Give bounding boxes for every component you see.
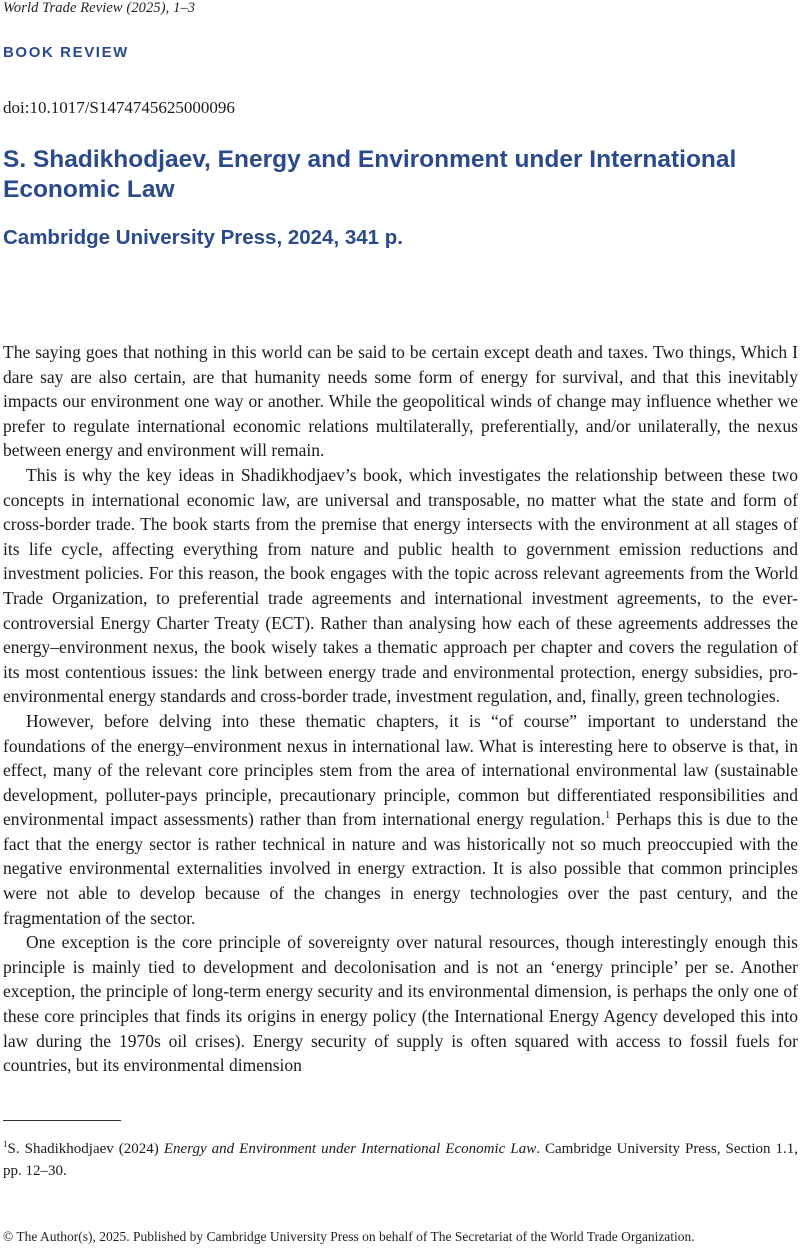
- footnote-book-title: Energy and Environment under International Economic Law: [163, 1141, 537, 1157]
- paragraph-3-part-2: Perhaps this is due to the fact that the energy sector is rather technical in nature and was historically not so much preoccupied with the negative environmental externalities involved in energy extraction. It is also possible that common principles were not able to develop because of the changes in energy technologies over the past century, and the fragmentation of the sector.: [3, 809, 798, 928]
- footnote-text-start: S. Shadikhodjaev (2024): [7, 1141, 164, 1157]
- doi-link[interactable]: doi:10.1017/S1474745625000096: [3, 98, 235, 117]
- paragraph-3-part-1: However, before delving into these thematic chapters, it is “of course” important to understand the foundations of the energy–environment nexus in international law. What is interesting here to observe is that, in effect, many of the relevant core principles stem from the area of international environmental law (sustainable development, polluter-pays principle, precautionary principle, common but differentiated responsibilities and environmental impact assessments) rather than from international energy regulation.: [3, 710, 798, 830]
- footnote-number: 1: [3, 1139, 8, 1149]
- footnote-text-end: . Cambridge University Press, Section 1.1, pp. 12–30.: [3, 1141, 799, 1179]
- paragraph-4: One exception is the core principle of sovereignty over natural resources, though interestingly enough this principle is mainly tied to development and decolonisation and is not an ‘energy principle’ per se. Another exception, the principle of long-term energy security and its environmental dimension, is perhaps the only one of these core principles that finds its origins in energy policy (the International Energy Agency developed this into law during the 1970s oil crises). Energy security of supply is often squared with access to fossil fuels for countries, but its environmental dimension: [3, 932, 798, 1076]
- footnote-divider: [3, 1120, 121, 1121]
- copyright-notice: © The Author(s), 2025. Published by Cambridge University Press on behalf of The Secretariat of the World Trade Organization.: [3, 1229, 695, 1244]
- paragraph-1: The saying goes that nothing in this world can be said to be certain except death and taxes. Two things, Which I dare say are also certain, are that humanity needs some form of energy for survival, and that this inevitably impacts our environment one way or another. While the geopolitical winds of change may influence whether we prefer to regulate international economic relations multilaterally, preferentially, and/or unilaterally, the nexus between energy and environment will remain.: [3, 342, 798, 461]
- footnote: [3, 1138, 798, 1182]
- paragraph-2: This is why the key ideas in Shadikhodjaev’s book, which investigates the relationship between these two concepts in international economic law, are universal and transposable, no matter what the state and form of cross-border trade. The book starts from the premise that energy intersects with the environment at all stages of its life cycle, affecting everything from nature and public health to government emission reductions and investment policies. For this reason, the book engages with the topic across relevant agreements from the World Trade Organization, to preferential trade agreements and international investment agreements, to the ever-controversial Energy Charter Treaty (ECT). Rather than analysing how each of these agreements addresses the energy–environment nexus, the book wisely takes a thematic approach per chapter and covers the regulation of its most contentious issues: the link between energy trade and environmental protection, energy subsidies, pro-environmental energy standards and cross-border trade, investment regulation, and, finally, green technologies.: [3, 464, 798, 707]
- book-title: S. Shadikhodjaev, Energy and Environment under International Economic Law: [3, 146, 737, 203]
- paragraph-3: [3, 709, 798, 930]
- footnote-ref-1[interactable]: 1: [605, 810, 611, 822]
- article-body: [3, 340, 798, 1078]
- publisher-line: Cambridge University Press, 2024, 341 p.: [3, 226, 403, 249]
- running-head: World Trade Review (2025), 1–3: [3, 0, 196, 16]
- section-label: BOOK REVIEW: [3, 44, 129, 61]
